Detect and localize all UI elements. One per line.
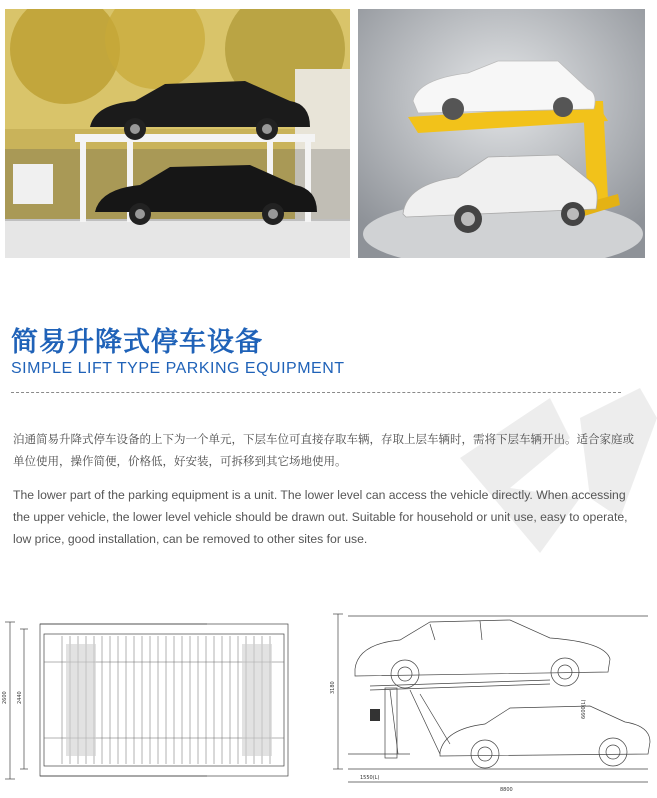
plan-dim-inner: 2440	[17, 691, 23, 704]
side-view-drawing	[330, 604, 655, 794]
side-dim-base: 1550(L)	[360, 775, 380, 781]
page-title-cn: 简易升降式停车设备	[11, 327, 263, 358]
photo-outdoor-lift	[5, 9, 350, 258]
page-title-en: SIMPLE LIFT TYPE PARKING EQUIPMENT	[11, 360, 345, 377]
plan-view-drawing	[2, 604, 297, 794]
side-dim-length: 8800	[500, 787, 513, 793]
side-dim-height: 3180	[330, 681, 336, 694]
plan-dim-overall: 2600	[2, 691, 8, 704]
photo-studio-lift	[358, 9, 645, 258]
side-dim-upper: 6600(L)	[581, 699, 587, 719]
description-en: The lower part of the parking equipment is a unit. The lower level can access the vehicle directly. When accessing the upper vehicle, the lower level vehicle should be drawn out. Suitable for household or unit use, easy to operate, low price, good installation, can be removed to other sites for use.	[13, 488, 628, 546]
description-cn: 泊通简易升降式停车设备的上下为一个单元，下层车位可直接存取车辆，存取上层车辆时，需将下层车辆开出。适合家庭或单位使用，操作简便，价格低，好安装，可拆移到其它场地使用。	[13, 432, 634, 468]
